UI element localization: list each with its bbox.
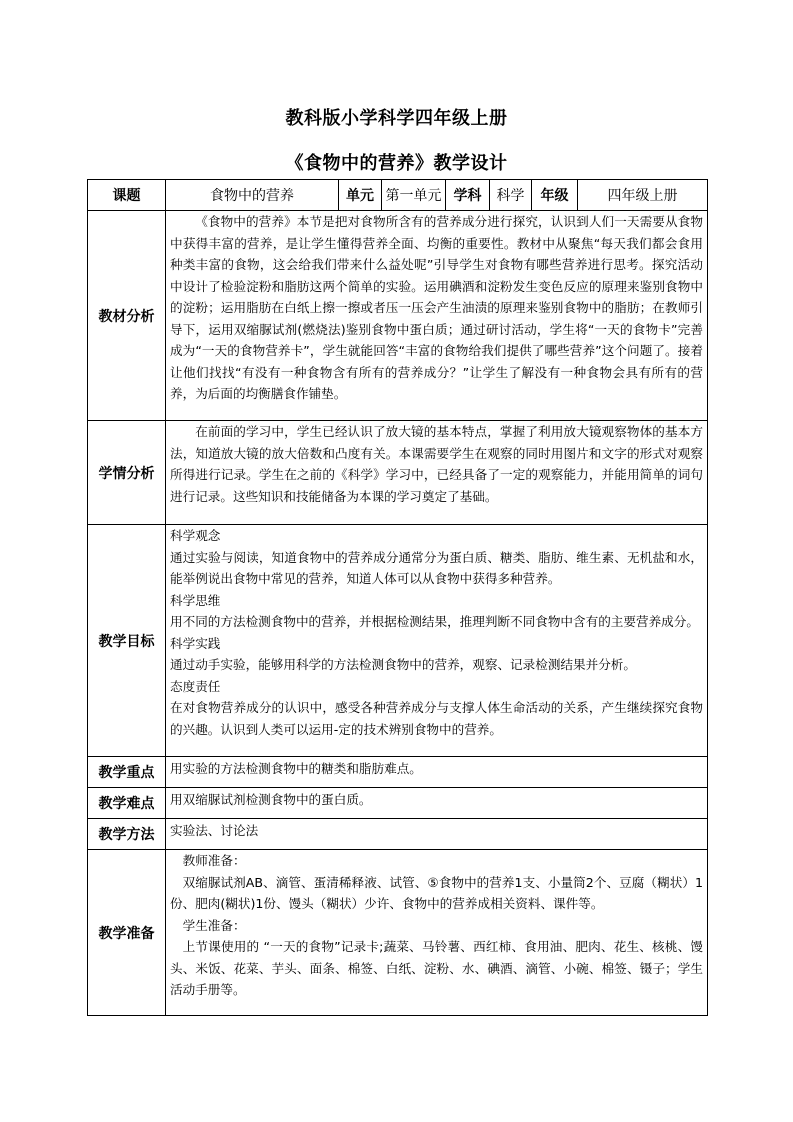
goal-text-concept: 通过实验与阅读，知道食物中的营养成分通常分为蛋白质、糖类、脂肪、维生素、无机盐和水，能举例说出食物中常见的营养，知道人体可以从食物中获得多种营养。 (170, 549, 703, 586)
difficulty-text: 用双缩脲试剂检测食物中的蛋白质。 (166, 788, 708, 819)
goals-cell (166, 525, 708, 757)
key-text: 用实验的方法检测食物中的糖类和脂肪难点。 (166, 757, 708, 788)
goal-text-practice: 通过动手实验，能够用科学的方法检测食物中的营养，观察、记录检测结果并分析。 (170, 657, 636, 672)
material-label: 教材分析 (88, 211, 166, 421)
students-label: 学情分析 (88, 421, 166, 525)
goal-heading-attitude: 态度责任 (170, 678, 221, 694)
method-label: 教学方法 (88, 819, 166, 850)
method-text: 实验法、讨论法 (166, 819, 708, 850)
goal-heading-thinking: 科学思维 (170, 592, 221, 608)
key-row (88, 757, 708, 788)
topic-label: 课题 (88, 180, 166, 211)
students-text: 在前面的学习中，学生已经认识了放大镜的基本特点，掌握了利用放大镜观察物体的基本方法，知道放大镜的放大倍数和凸度有关。本课需要学生在观察的同时用图片和文字的形式对观察所得进行记录。学生在之前的《科学》学习中，已经具备了一定的观察能力，并能用简单的词句进行记录。这些知识和技能储备为本课的学习奠定了基础。 (170, 424, 703, 504)
unit-value: 第一单元 (382, 180, 446, 211)
goal-text-thinking: 用不同的方法检测食物中的营养，并根据检测结果，推理判断不同食物中含有的主要营养成分。 (170, 614, 699, 629)
grade-value: 四年级上册 (578, 180, 708, 211)
lesson-plan-table (87, 179, 708, 1016)
goals-label: 教学目标 (88, 525, 166, 757)
students-row (88, 421, 708, 525)
difficulty-label: 教学难点 (88, 788, 166, 819)
prep-label: 教学准备 (88, 850, 166, 1016)
material-cell (166, 211, 708, 421)
subject-value: 科学 (490, 180, 532, 211)
prep-student-text: 上节课使用的 “一天的食物”记录卡;蔬菜、马铃薯、西红柿、食用油、肥肉、花生、核桃、馒头、米饭、花菜、芋头、面条、棉签、白纸、淀粉、水、碘酒、滴管、小碗、棉签、镊子；学生活动手册等。 (170, 939, 703, 997)
students-cell (166, 421, 708, 525)
topic-value: 食物中的营养 (166, 180, 339, 211)
subject-label: 学科 (446, 180, 490, 211)
prep-cell (166, 850, 708, 1016)
prep-student-heading: 学生准备： (182, 917, 246, 933)
document-title: 教科版小学科学四年级上册 (285, 108, 508, 129)
key-label: 教学重点 (88, 757, 166, 788)
goal-heading-practice: 科学实践 (170, 635, 221, 651)
material-row (88, 211, 708, 421)
material-text: 《食物中的营养》本节是把对食物所含有的营养成分进行探究，认识到人们一天需要从食物中获得丰富的营养，是让学生懂得营养全面、均衡的重要性。教材中从聚焦“每天我们都会食用种类丰富的食物，这会给我们带来什么益处呢”引导学生对食物有哪些营养进行思考。探究活动中设计了检验淀粉和脂肪这两个简单的实验。运用碘酒和淀粉发生变色反应的原理来鉴别食物中的淀粉；运用脂肪在白纸上擦一擦或者压一压会产生油渍的原理来鉴别食物中的脂肪；在教师引导下，运用双缩脲试剂(燃烧法)鉴别食物中蛋白质；通过研讨活动，学生将“一天的食物卡”完善成为“一天的食物营养卡”，学生就能回答“丰富的食物给我们提供了哪些营养”这个问题了。接着让他们找找“有没有一种食物含有所有的营养成分？”让学生了解没有一种食物会具有所有的营养，为后面的均衡膳食作铺垫。 (170, 214, 703, 401)
method-row (88, 819, 708, 850)
unit-label: 单元 (339, 180, 382, 211)
goals-row (88, 525, 708, 757)
lesson-title: 《食物中的营养》教学设计 (285, 153, 508, 174)
prep-teacher-heading: 教师准备： (182, 853, 246, 868)
meta-row (88, 180, 708, 211)
prep-row (88, 850, 708, 1016)
prep-teacher-text: 双缩脲试剂AB、滴管、蛋清稀释液、试管、⑤食物中的营养1支、小量筒2个、豆腐（糊状）1份、肥肉(糊状)1份、馒头（糊状）少许、食物中的营养成相关资料、课件等。 (170, 874, 703, 911)
grade-label: 年级 (532, 180, 578, 211)
goal-text-attitude: 在对食物营养成分的认识中，感受各种营养成分与支撑人体生命活动的关系，产生继续探究食物的兴趣。认识到人类可以运用-定的技术辨别食物中的营养。 (170, 700, 703, 737)
difficulty-row (88, 788, 708, 819)
goal-heading-concept: 科学观念 (170, 528, 221, 543)
